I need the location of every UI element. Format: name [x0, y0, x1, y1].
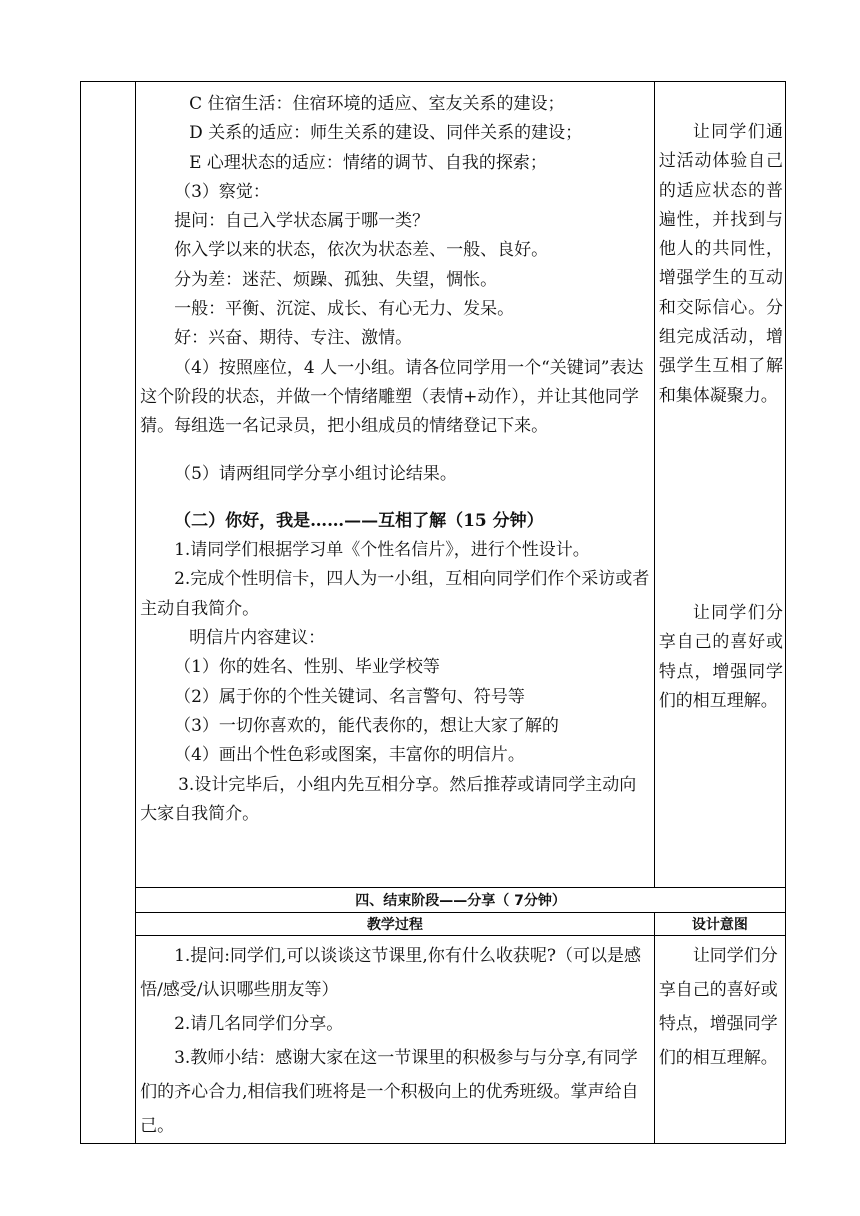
intent-text: 让同学们分享自己的喜好或特点，增强同学们的相互理解。	[658, 602, 783, 711]
process-line: （3）察觉：	[174, 181, 270, 202]
process-line: 好：兴奋、期待、专注、激情。	[174, 328, 413, 349]
intent-text: 让同学们通过活动体验自己的适应状态的普遍性，并找到与他人的共同性，增强学生的互动和交际信心。分组完成活动，增强学生互相了解和集体凝聚力。	[658, 122, 783, 406]
process-paragraph: （4）按照座位，4 人一小组。请各位同学用一个“关键词”表达这个阶段的状态，并做一个情绪雕塑（表情+动作），并让其他同学猜。每组选一名记录员，把小组成员的情绪登记下来。	[140, 357, 644, 437]
closing-intent-cell	[654, 936, 785, 1144]
process-cell	[136, 82, 655, 888]
process-line: 一般：平衡、沉淀、成长、有心无力、发呆。	[174, 299, 515, 320]
closing-process-cell	[136, 936, 655, 1144]
intent-text: 让同学们分享自己的喜好或特点，增强同学们的相互理解。	[658, 946, 778, 1068]
column-header-row	[81, 913, 786, 936]
process-paragraph: 2.完成个性明信卡，四人为一小组，互相向同学们作个采访或者主动自我简介。	[140, 569, 650, 619]
process-line: E 心理状态的适应：情绪的调节、自我的探索；	[189, 152, 547, 173]
closing-row	[81, 936, 786, 1144]
process-line: （3）一切你喜欢的，能代表你的，想让大家了解的	[174, 715, 559, 736]
process-line: 提问：自己入学状态属于哪一类？	[174, 211, 430, 232]
section-heading-row	[81, 888, 786, 913]
lesson-plan-table	[80, 81, 786, 1144]
process-line: C 住宿生活：住宿环境的适应、室友关系的建设；	[189, 94, 565, 114]
process-line: （5）请两组同学分享小组讨论结果。	[174, 463, 457, 484]
process-paragraph: 1.提问:同学们,可以谈谈这节课里,你有什么收获呢?（可以是感悟/感受/认识哪些朋友等）	[140, 946, 641, 1000]
column-header-process: 教学过程	[136, 913, 655, 936]
process-line: 2.请几名同学们分享。	[174, 1014, 344, 1034]
process-line: 你入学以来的状态，依次为状态差、一般、良好。	[174, 240, 549, 261]
process-line: 1.请同学们根据学习单《个性名信片》，进行个性设计。	[174, 540, 590, 561]
process-paragraph: 3.教师小结：感谢大家在这一节课里的积极参与与分享,有同学们的齐心合力,相信我们班将是一个积极向上的优秀班级。掌声给自己。	[140, 1048, 639, 1136]
process-line: 明信片内容建议：	[189, 628, 326, 649]
column-header-intent: 设计意图	[654, 913, 785, 936]
left-margin-cell	[81, 82, 136, 1144]
process-line: （1）你的姓名、性别、毕业学校等	[174, 657, 440, 678]
intent-cell	[654, 82, 785, 888]
subsection-heading: （二）你好，我是……——互相了解（15 分钟）	[174, 510, 544, 531]
process-line: D 关系的适应：师生关系的建设、同伴关系的建设；	[189, 123, 583, 144]
section-title: 四、结束阶段——分享（ 7分钟）	[136, 888, 786, 913]
process-line: （4）画出个性色彩或图案，丰富你的明信片。	[174, 745, 525, 766]
process-line: （2）属于你的个性关键词、名言警句、符号等	[174, 686, 525, 707]
process-paragraph: 3.设计完毕后，小组内先互相分享。然后推荐或请同学主动向大家自我简介。	[140, 774, 637, 824]
process-line: 分为差：迷茫、烦躁、孤独、失望，惆怅。	[174, 269, 498, 290]
activity-row	[81, 82, 786, 888]
